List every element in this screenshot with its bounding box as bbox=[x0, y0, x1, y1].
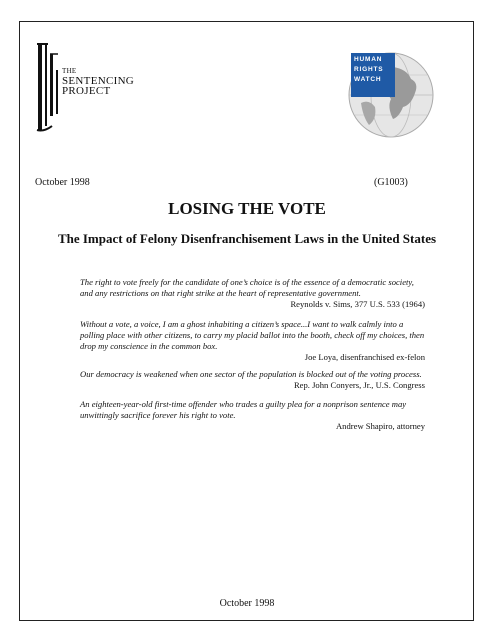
quote-attribution: Reynolds v. Sims, 377 U.S. 533 (1964) bbox=[290, 299, 425, 309]
sp-line-1: THE bbox=[62, 67, 77, 75]
hrw-line-1: HUMAN bbox=[354, 56, 383, 63]
hrw-line-3: WATCH bbox=[354, 76, 382, 83]
sentencing-project-logo bbox=[36, 40, 156, 135]
hrw-logo bbox=[341, 47, 436, 142]
quote-attribution: Joe Loya, disenfranchised ex-felon bbox=[304, 352, 425, 362]
quote-text: An eighteen-year-old first-time offender who trades a guilty plea for a nonprison sentence may unwittingly sacrifice forever his right to vote. bbox=[80, 399, 407, 420]
page-title: LOSING THE VOTE bbox=[168, 199, 326, 218]
quote-attribution: Andrew Shapiro, attorney bbox=[335, 421, 425, 431]
header-date: October 1998 bbox=[35, 177, 90, 188]
quote-attribution: Rep. John Conyers, Jr., U.S. Congress bbox=[293, 380, 425, 390]
hrw-line-2: RIGHTS bbox=[354, 66, 384, 73]
document-code: (G1003) bbox=[374, 177, 408, 188]
quote-text: Our democracy is weakened when one sector of the population is blocked out of the voting process. bbox=[80, 369, 422, 379]
footer-date: October 1998 bbox=[219, 598, 275, 609]
hrw-wordmark bbox=[351, 53, 395, 97]
quote-text: The right to vote freely for the candidate of one’s choice is of the essence of a democratic society, and any restrictions on that right strike at the heart of representative government. bbox=[80, 277, 414, 298]
sp-line-2: SENTENCING bbox=[62, 75, 135, 87]
sentencing-project-wordmark bbox=[62, 66, 134, 96]
sp-line-3: PROJECT bbox=[62, 85, 111, 97]
quote-text: Without a vote, a voice, I am a ghost inhabiting a citizen’s space...I want to walk calmly into a polling place with other citizens, to carry my placid ballot into the booth, check off my choices, then drop my conscience in the common box. bbox=[80, 319, 425, 351]
page-subtitle: The Impact of Felony Disenfranchisement Laws in the United States bbox=[57, 231, 437, 246]
